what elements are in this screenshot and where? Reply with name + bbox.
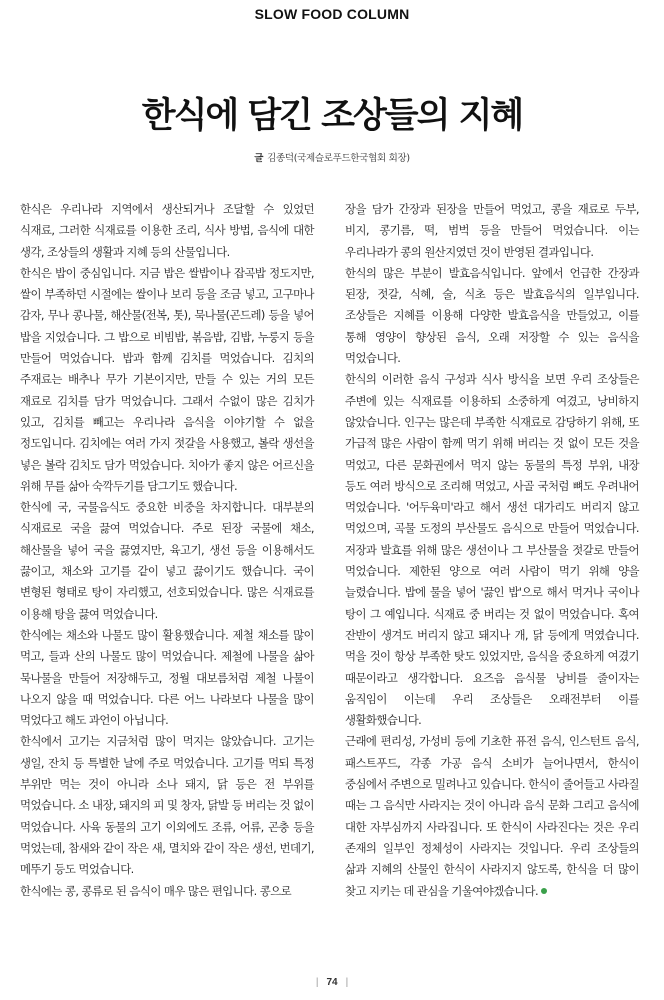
divider-right: | xyxy=(345,977,349,988)
divider-left: | xyxy=(315,977,319,988)
paragraph: 한식에는 채소와 나물도 많이 활용했습니다. 제철 채소를 많이 먹고, 들과 산의 나물도 많이 먹었습니다. 제철에 나물을 삶아 묵나물을 만들어 저장해두고, 정월 대보름처럼 제철 나물이 나오지 않을 때 먹었습니다. 다른 어느 나라보다 나물을 많이 먹었다고 해도 과언이 아닙니다. xyxy=(20,627,314,728)
page-number-value: 74 xyxy=(326,977,338,988)
article-right-column xyxy=(345,199,639,902)
final-paragraph xyxy=(345,731,639,901)
paragraph-text: 근래에 편리성, 가성비 등에 기초한 퓨전 음식, 인스턴트 음식, 패스트푸드, 각종 가공 음식 소비가 늘어나면서, 한식이 중심에서 주변으로 밀려나고 있습니다. 한식이 줄어들고 사라질 때는 그 음식만 사라지는 것이 아니라 음식 문화 그리고 음식에 대한 자부심까지 사라집니다. 또 한식이 사라진다는 것은 우리 존재의 일부인 정체성이 사라지는 것입니다. 우리 조상들의 삶과 지혜의 산물인 한식이 사라지지 않도록, 한식을 더 많이 찾고 지키는 데 관심을 기울여야겠습니다. xyxy=(345,734,639,898)
byline-prefix: 글 xyxy=(254,153,264,164)
paragraph: 한식에서 고기는 지금처럼 많이 먹지는 않았습니다. 고기는 생일, 잔치 등 특별한 날에 주로 먹었습니다. 고기를 먹되 특정 부위만 먹는 것이 아니라 소나 돼지, 닭 등은 전 부위를 먹었습니다. 소 내장, 돼지의 피 및 창자, 닭발 등 버리는 것 없이 먹었습니다. 사육 동물의 고기 이외에도 조류, 어류, 곤충 등을 먹었는데, 참새와 같이 작은 새, 멸치와 같이 작은 생선, 번데기, 메뚜기 등도 먹었습니다. xyxy=(20,734,314,877)
article-left-column xyxy=(20,199,314,902)
paragraph: 한식에 국, 국물음식도 중요한 비중을 차지합니다. 대부분의 식재료로 국을 끓여 먹었습니다. 주로 된장 국물에 채소, 해산물을 넣어 국을 끓였지만, 육고기, 생선 등을 이용해서도 끓이고, 채소와 고기를 같이 넣고 끓이기도 했습니다. 국이 변형된 형태로 탕이 자리했고, 선호되었습니다. 많은 식재료를 이용해 탕을 끓여 먹었습니다. xyxy=(20,500,314,621)
byline xyxy=(0,150,664,164)
paragraph: 한식의 이러한 음식 구성과 식사 방식을 보면 우리 조상들은 주변에 있는 식재료를 이용하되 소중하게 여겼고, 낭비하지 않았습니다. 인구는 많은데 부족한 식재료로 감당하기 위해, 또 가급적 많은 사람이 함께 먹기 위해 버리는 것 없이 모든 것을 먹었고, 다른 문화권에서 먹지 않는 동물의 특정 부위, 내장 등도 여러 방식으로 조리해 먹었고, 사골 국처럼 뼈도 우려내어 먹었습니다. '어두육미'라고 해서 생선 대가리도 버리지 않고 먹었으며, 곡물 도정의 부산물도 음식으로 만들어 먹었습니다. 저장과 발효를 위해 많은 생선이나 그 부산물을 젓갈로 만들어 먹었습니다. 제한된 양으로 여러 사람이 먹기 위해 양을 늘렸습니다. 밥에 물을 넣어 '끓인 밥'으로 해서 먹거나 국이나 탕이 그 예입니다. 식재료 중 버리는 것 없이 먹었습니다. 혹여 잔반이 생겨도 버리지 않고 돼지나 개, 닭 등에게 먹였습니다. 먹을 것이 항상 부족한 탓도 있었지만, 음식을 중요하게 여겼기 때문이라고 생각합니다. 요즈음 음식물 낭비를 줄이자는 움직임이 이는데 우리 조상들은 오래전부터 이를 생활화했습니다. xyxy=(345,372,639,728)
paragraph: 한식은 우리나라 지역에서 생산되거나 조달할 수 있었던 식재료, 그러한 식재료를 이용한 조리, 식사 방법, 음식에 대한 생각, 조상들의 생활과 지혜 등의 산물입니다. xyxy=(20,202,314,259)
paragraph: 장을 담가 간장과 된장을 만들어 먹었고, 콩을 재료로 두부, 비지, 콩기름, 떡, 범벅 등을 만들어 먹었습니다. 이는 우리나라가 콩의 원산지였던 것이 반영된 결과입니다. xyxy=(345,202,639,259)
end-mark-dot-icon xyxy=(541,888,547,894)
paragraph: 한식에는 콩, 콩류로 된 음식이 매우 많은 편입니다. 콩으로 xyxy=(20,883,292,898)
column-label: SLOW FOOD COLUMN xyxy=(254,6,410,22)
page-number xyxy=(0,977,664,988)
paragraph: 한식은 밥이 중심입니다. 지금 밥은 쌀밥이나 잡곡밥 정도지만, 쌀이 부족하던 시절에는 쌀이나 보리 등을 조금 넣고, 고구마나 감자, 무나 콩나물, 해산물(전복, 톳), 묵나물(곤드레) 등을 넣어 밥을 지었습니다. 그 밥으로 비빔밥, 볶음밥, 김밥, 누룽지 등을 만들어 먹었습니다. 밥과 함께 김치를 먹었습니다. 김치의 주재료는 배추나 무가 기본이지만, 만들 수 있는 거의 모든 재료로 김치를 담가 먹었습니다. 그래서 수없이 많은 김치가 있고, 김치를 빼고는 우리나라 음식을 이야기할 수 없을 정도입니다. 김치에는 여러 가지 젓갈을 사용했고, 볼락 생선을 넣은 볼락 김치도 담가 먹었습니다. 치아가 좋지 않은 어르신을 위해 무를 삶아 숙깍두기를 담그기도 했습니다. xyxy=(20,265,314,493)
byline-author: 김종덕(국제슬로푸드한국협회 회장) xyxy=(267,153,410,164)
article-title: 한식에 담긴 조상들의 지혜 xyxy=(141,96,523,136)
paragraph: 한식의 많은 부분이 발효음식입니다. 앞에서 언급한 간장과 된장, 젓갈, 식혜, 술, 식초 등은 발효음식의 일부입니다. 조상들은 지혜를 이용해 다양한 발효음식을 만들었고, 이를 통해 영양이 향상된 음식, 오래 저장할 수 있는 음식을 먹었습니다. xyxy=(345,265,639,366)
